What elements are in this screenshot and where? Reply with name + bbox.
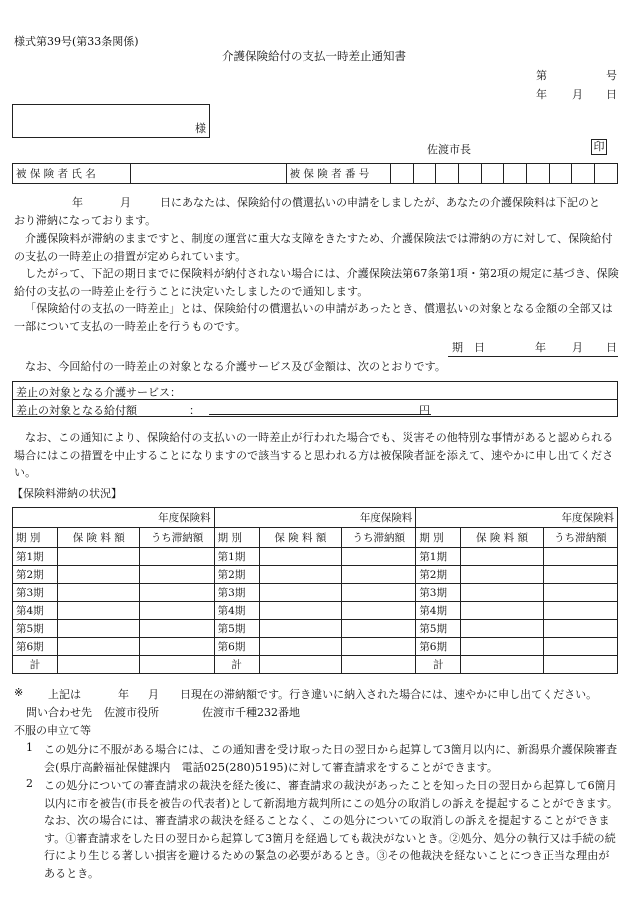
suspension-box xyxy=(12,381,618,417)
insured-info-table xyxy=(12,163,618,184)
arrears-amount-cell[interactable] xyxy=(342,566,416,584)
p1-month: 月 xyxy=(120,196,131,209)
contact-label: 問い合わせ先 xyxy=(26,706,92,719)
premium-amount-cell[interactable] xyxy=(259,638,342,656)
col-premium: 保 険 料 額 xyxy=(461,528,544,548)
period-cell: 第5期 xyxy=(214,620,259,638)
premium-amount-cell[interactable] xyxy=(461,620,544,638)
premium-amount-cell[interactable] xyxy=(461,638,544,656)
addressee-suffix: 様 xyxy=(195,122,206,135)
insured-number-digit[interactable] xyxy=(527,164,550,184)
addressee-box[interactable] xyxy=(12,104,210,138)
p1-continuation: おり滞納になっております。 xyxy=(14,214,157,227)
period-cell: 第1期 xyxy=(214,548,259,566)
suspension-divider xyxy=(13,399,617,400)
deadline-day: 日 xyxy=(606,341,617,354)
arrears-amount-cell[interactable] xyxy=(140,548,214,566)
period-cell: 第5期 xyxy=(416,620,461,638)
date-day: 日 xyxy=(606,88,617,101)
arrears-amount-cell[interactable] xyxy=(342,638,416,656)
premium-amount-cell[interactable] xyxy=(259,620,342,638)
premium-amount-cell[interactable] xyxy=(259,656,342,674)
p1-year: 年 xyxy=(72,196,83,209)
year-header: 年度保険料 xyxy=(13,508,215,528)
period-cell: 第2期 xyxy=(416,566,461,584)
paragraph-6: なお、この通知により、保険給付の支払いの一時差止が行われた場合でも、災害その他特別な事情があると認められる場合にはこの措置を中止することになりますので該当すると思われる方は被保険者証を添えて、速やかに申し出てください。 xyxy=(14,431,614,480)
premium-amount-cell[interactable] xyxy=(57,548,140,566)
table-row xyxy=(13,620,618,638)
col-arrears: うち滞納額 xyxy=(140,528,214,548)
period-cell: 計 xyxy=(214,656,259,674)
paragraph-4: 「保険給付の支払の一時差止」とは、保険給付の償還払いの申請があったとき、償還払いの対象となる金額の全部又は一部について支払の一時差止を行うものです。 xyxy=(14,302,613,333)
note-month: 月 xyxy=(148,688,159,701)
insured-number-digit[interactable] xyxy=(413,164,436,184)
period-cell: 第4期 xyxy=(416,602,461,620)
arrears-amount-cell[interactable] xyxy=(140,620,214,638)
insured-number-digit[interactable] xyxy=(459,164,482,184)
arrears-amount-cell[interactable] xyxy=(543,566,617,584)
table-row xyxy=(13,638,618,656)
table-row xyxy=(13,548,618,566)
amount-underline[interactable] xyxy=(209,414,431,415)
insured-number-digit[interactable] xyxy=(436,164,459,184)
premium-amount-cell[interactable] xyxy=(57,566,140,584)
col-premium: 保 険 料 額 xyxy=(259,528,342,548)
col-period: 期 別 xyxy=(214,528,259,548)
arrears-amount-cell[interactable] xyxy=(342,548,416,566)
arrears-amount-cell[interactable] xyxy=(140,638,214,656)
arrears-amount-cell[interactable] xyxy=(543,620,617,638)
paragraph-5: なお、今回給付の一時差止の対象となる介護サービス及び金額は、次のとおりです。 xyxy=(25,360,446,373)
period-cell: 第1期 xyxy=(416,548,461,566)
arrears-amount-cell[interactable] xyxy=(342,602,416,620)
note-text-a: 上記は xyxy=(48,688,81,701)
contact-address: 佐渡市千種232番地 xyxy=(202,706,300,719)
appeal-2-num: 2 xyxy=(26,777,33,790)
period-cell: 第6期 xyxy=(214,638,259,656)
insured-number-digit[interactable] xyxy=(504,164,527,184)
period-cell: 第1期 xyxy=(13,548,58,566)
premium-amount-cell[interactable] xyxy=(57,656,140,674)
premium-amount-cell[interactable] xyxy=(259,566,342,584)
insured-name-field[interactable] xyxy=(131,164,286,184)
period-cell: 第2期 xyxy=(13,566,58,584)
insured-number-label: 被 保 険 者 番 号 xyxy=(286,164,390,184)
deadline-year: 年 xyxy=(535,341,546,354)
arrears-amount-cell[interactable] xyxy=(140,656,214,674)
arrears-amount-cell[interactable] xyxy=(543,548,617,566)
issuer-seal: 印 xyxy=(591,139,607,155)
insured-number-digit[interactable] xyxy=(390,164,413,184)
deadline-label: 期 日 xyxy=(452,341,485,354)
table-row xyxy=(13,566,618,584)
number-go: 号 xyxy=(606,69,617,82)
year-header: 年度保険料 xyxy=(214,508,416,528)
premium-amount-cell[interactable] xyxy=(461,584,544,602)
appeal-heading: 不服の申立て等 xyxy=(14,724,91,737)
insured-number-digit[interactable] xyxy=(481,164,504,184)
period-cell: 第6期 xyxy=(416,638,461,656)
number-dai: 第 xyxy=(536,69,547,82)
appeal-2: この処分についての審査請求の裁決を経た後に、審査請求の裁決があったことを知った日の翌日から起算して6箇月以内に市を被告(市長を被告の代表者)として新潟地方裁判所にこの処分の取消しの訴えを提起することができます。なお、次の場合には、審査請求の裁決を経ることなく、この処分についての取消しの訴えを提起することができます。①審査請求をした日の翌日から起算して3箇月を経過しても裁決がないとき。②処分、処分の執行又は手続の続行により生じる著しい損害を避けるための緊急の必要があるとき。③その他裁決を経ないことにつき正当な理由があるとき。 xyxy=(44,779,618,880)
paragraph-2: 介護保険料が滞納のままですと、制度の運営に重大な支障をきたすため、介護保険法では滞納の方に対して、保険給付の支払の一時差止の措置が定められています。 xyxy=(14,232,613,263)
p1-text: 日にあなたは、保険給付の償還払いの申請をしましたが、あなたの介護保険料は下記のと xyxy=(160,196,600,209)
amount-label: 差止の対象となる給付額 xyxy=(16,404,137,417)
premium-amount-cell[interactable] xyxy=(461,566,544,584)
premium-amount-cell[interactable] xyxy=(259,548,342,566)
col-period: 期 別 xyxy=(416,528,461,548)
deadline-underline xyxy=(448,356,618,357)
appeal-1: この処分に不服がある場合には、この通知書を受け取った日の翌日から起算して3箇月以内に、新潟県介護保険審査会(県庁高齢福祉保健課内 電話025(280)5195)に対して審査請求をすることができます。 xyxy=(44,743,618,774)
deadline-month: 月 xyxy=(572,341,583,354)
note-text-b: 日現在の滞納額です。行き違いに納入された場合には、速やかに申し出てください。 xyxy=(180,688,598,701)
premium-amount-cell[interactable] xyxy=(461,656,544,674)
insured-number-digit[interactable] xyxy=(572,164,595,184)
arrears-amount-cell[interactable] xyxy=(543,656,617,674)
col-arrears: うち滞納額 xyxy=(342,528,416,548)
year-header: 年度保険料 xyxy=(416,508,618,528)
period-cell: 第4期 xyxy=(214,602,259,620)
premium-amount-cell[interactable] xyxy=(57,584,140,602)
period-cell: 計 xyxy=(416,656,461,674)
table-row xyxy=(13,656,618,674)
premium-amount-cell[interactable] xyxy=(259,584,342,602)
col-arrears: うち滞納額 xyxy=(543,528,617,548)
col-premium: 保 険 料 額 xyxy=(57,528,140,548)
premium-amount-cell[interactable] xyxy=(57,620,140,638)
insured-number-digit[interactable] xyxy=(549,164,572,184)
amount-unit: 円 xyxy=(419,404,430,417)
premium-amount-cell[interactable] xyxy=(461,548,544,566)
period-cell: 第5期 xyxy=(13,620,58,638)
arrears-table xyxy=(12,507,618,674)
premium-amount-cell[interactable] xyxy=(57,638,140,656)
premium-amount-cell[interactable] xyxy=(57,602,140,620)
amount-colon: ： xyxy=(189,404,200,417)
premium-amount-cell[interactable] xyxy=(461,602,544,620)
period-cell: 第6期 xyxy=(13,638,58,656)
date-year: 年 xyxy=(536,88,547,101)
premium-amount-cell[interactable] xyxy=(259,602,342,620)
arrears-amount-cell[interactable] xyxy=(543,602,617,620)
table-row xyxy=(13,602,618,620)
date-month: 月 xyxy=(572,88,583,101)
period-cell: 第3期 xyxy=(13,584,58,602)
insured-name-label: 被 保 険 者 氏 名 xyxy=(13,164,131,184)
document-title: 介護保険給付の支払一時差止通知書 xyxy=(222,49,406,63)
period-cell: 計 xyxy=(13,656,58,674)
arrears-amount-cell[interactable] xyxy=(543,638,617,656)
arrears-amount-cell[interactable] xyxy=(342,620,416,638)
period-cell: 第2期 xyxy=(214,566,259,584)
period-cell: 第3期 xyxy=(416,584,461,602)
arrears-amount-cell[interactable] xyxy=(543,584,617,602)
table-row xyxy=(13,584,618,602)
appeal-1-num: 1 xyxy=(26,741,33,754)
issuer-name: 佐渡市長 xyxy=(427,143,471,156)
status-heading: 【保険料滞納の状況】 xyxy=(12,487,122,500)
note-year: 年 xyxy=(118,688,129,701)
arrears-amount-cell[interactable] xyxy=(342,656,416,674)
contact-office: 佐渡市役所 xyxy=(104,706,159,719)
period-cell: 第3期 xyxy=(214,584,259,602)
period-cell: 第4期 xyxy=(13,602,58,620)
col-period: 期 別 xyxy=(13,528,58,548)
arrears-amount-cell[interactable] xyxy=(140,566,214,584)
arrears-amount-cell[interactable] xyxy=(342,584,416,602)
insured-number-digit[interactable] xyxy=(595,164,618,184)
paragraph-3: したがって、下記の期日までに保険料が納付されない場合には、介護保険法第67条第1項・第2項の規定に基づき、保険給付の支払の一時差止を行うことに決定いたしましたので通知します。 xyxy=(14,267,619,298)
form-number: 様式第39号(第33条関係) xyxy=(14,35,139,48)
service-label: 差止の対象となる介護サービス： xyxy=(16,386,181,399)
arrears-amount-cell[interactable] xyxy=(140,602,214,620)
note-mark: ※ xyxy=(14,686,24,699)
arrears-amount-cell[interactable] xyxy=(140,584,214,602)
